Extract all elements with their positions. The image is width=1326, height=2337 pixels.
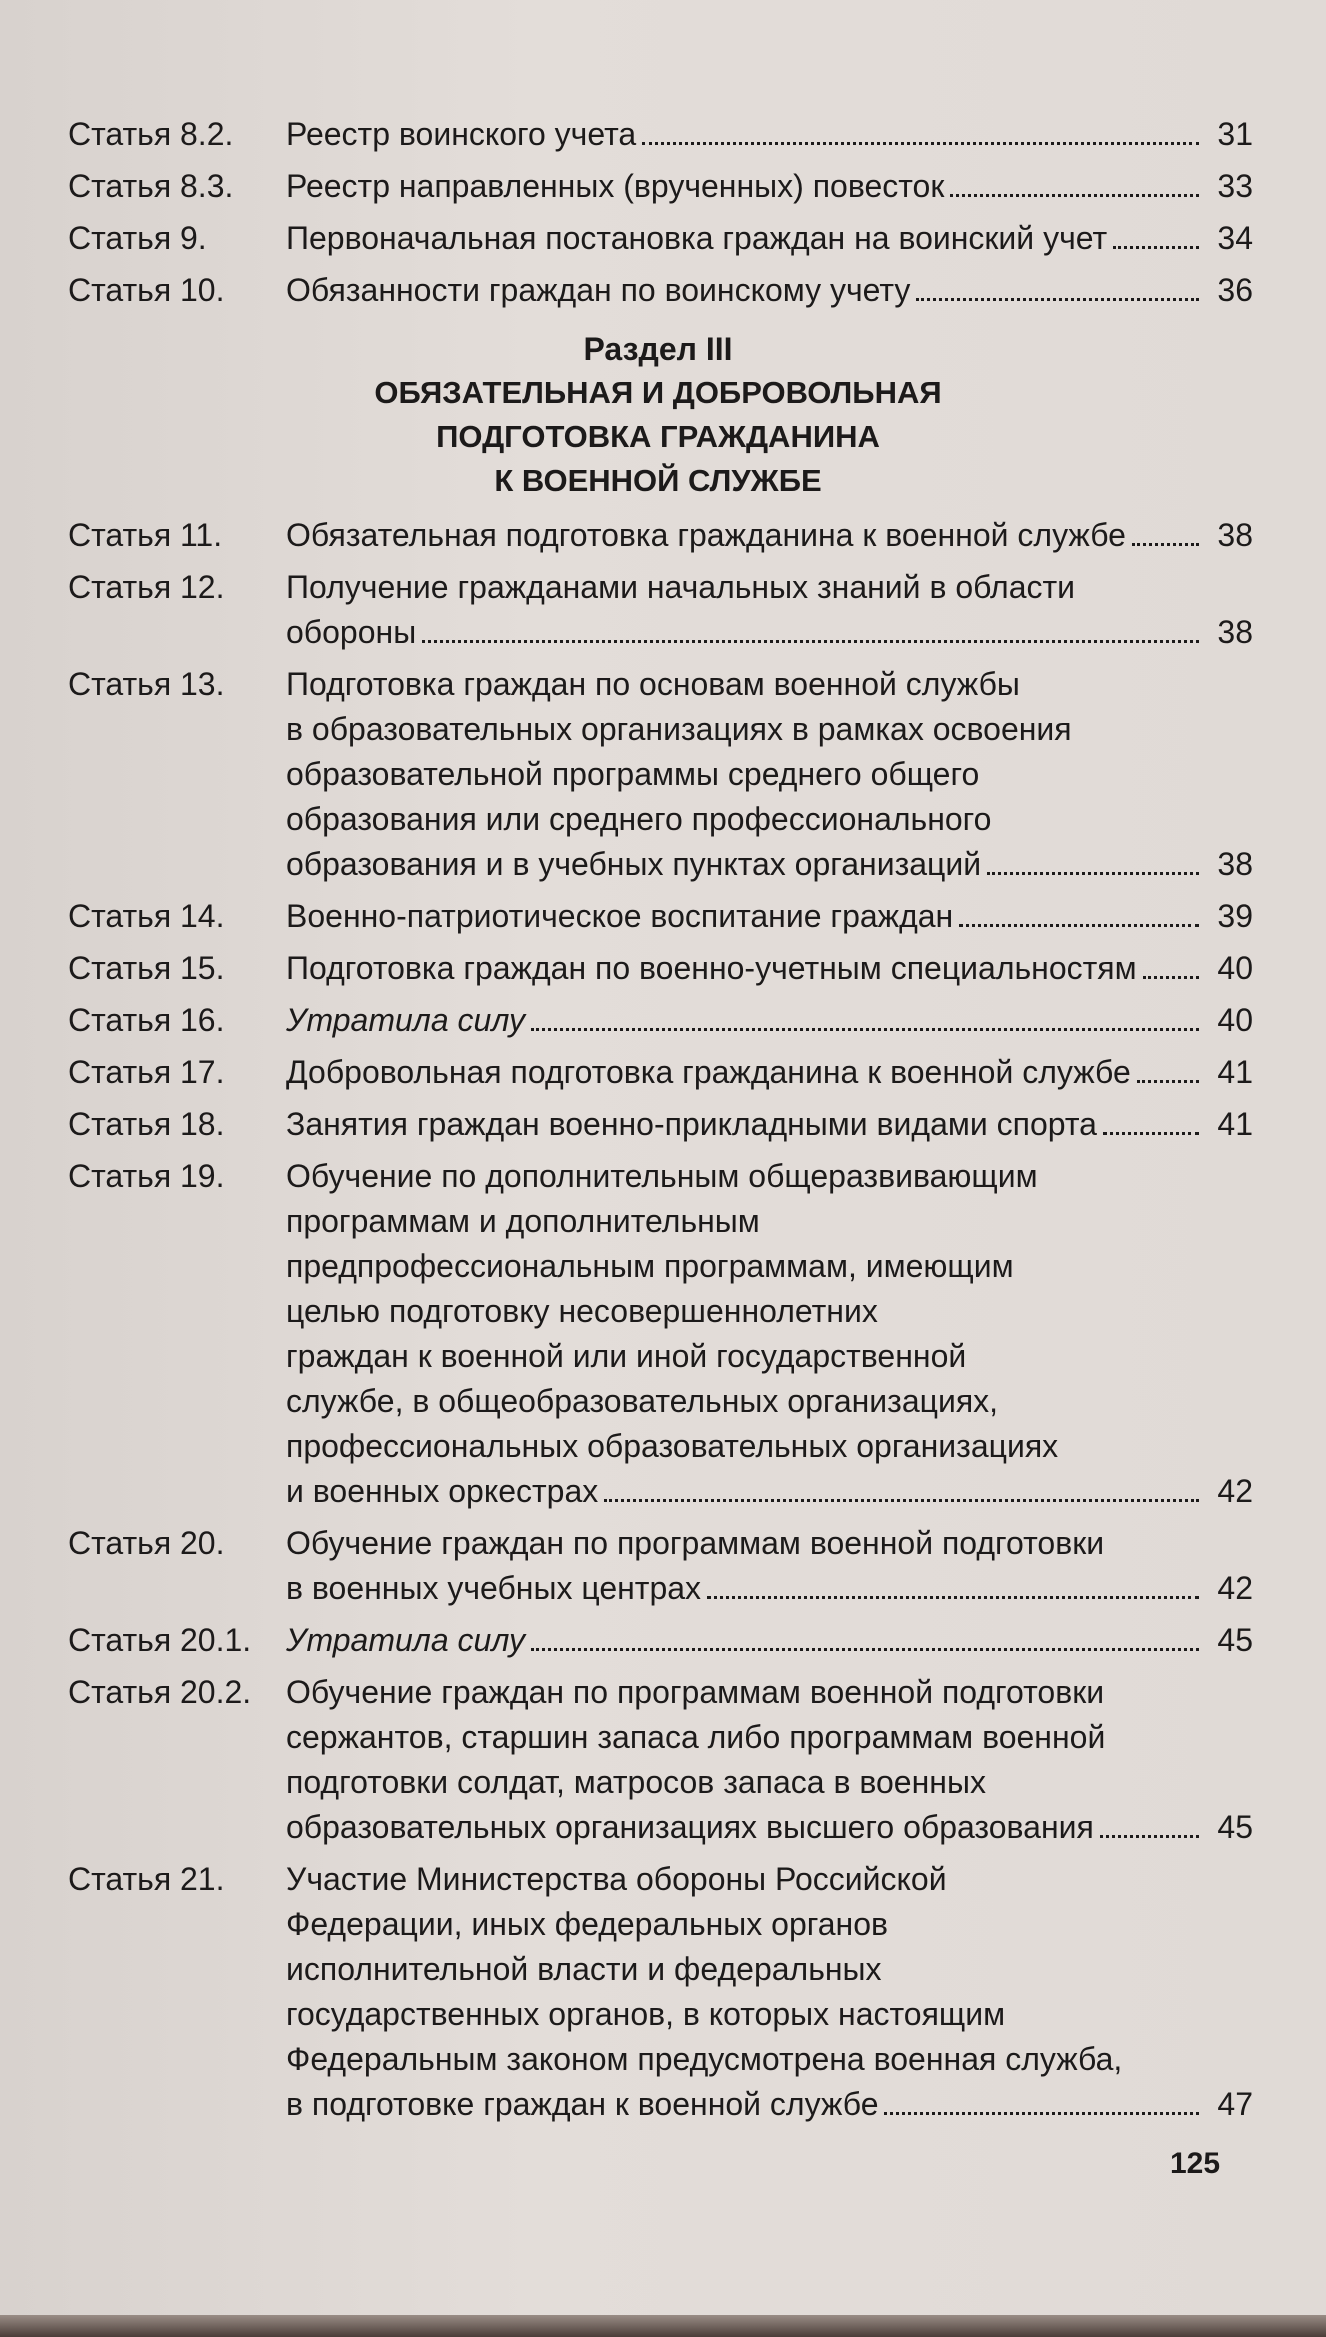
- section-header: [298, 327, 1018, 503]
- entry-page-number: 38: [1217, 846, 1253, 882]
- toc-entry[interactable]: [68, 164, 1253, 209]
- entry-title: [286, 662, 1253, 887]
- entry-title-text: службе, в общеобразовательных организациях,: [286, 1383, 999, 1419]
- entry-title-text: образовательных организациях высшего образования: [286, 1809, 1094, 1845]
- entry-title-line: [286, 1715, 1253, 1760]
- dot-leader: [987, 872, 1199, 875]
- entry-title-text: Подготовка граждан по военно-учетным специальностям: [286, 950, 1137, 986]
- dot-leader: [1143, 976, 1199, 979]
- entry-title-line: [286, 112, 1253, 157]
- entry-title-line: [286, 513, 1253, 558]
- entry-title-line: [286, 1618, 1253, 1663]
- dot-leader: [422, 640, 1199, 643]
- entry-page-number: 38: [1217, 614, 1253, 650]
- entry-page-number: 33: [1217, 168, 1253, 204]
- toc-entry[interactable]: [68, 998, 1253, 1043]
- entry-title-text: Подготовка граждан по основам военной службы: [286, 666, 1020, 702]
- entry-page-number: 39: [1217, 898, 1253, 934]
- entry-label: Статья: [68, 1861, 172, 1897]
- page-edge: [0, 2315, 1326, 2337]
- entry-number: 13.: [180, 666, 225, 702]
- toc-entry[interactable]: [68, 662, 1253, 887]
- toc-entries: [68, 513, 1253, 2127]
- dot-leader: [604, 1499, 1199, 1502]
- dot-leader: [1100, 1835, 1199, 1838]
- entry-page-number: 40: [1217, 1002, 1253, 1038]
- entry-title-line: [286, 1469, 1253, 1514]
- page-number: 125: [1170, 2147, 1221, 2180]
- entry-title-text: Федеральным законом предусмотрена военная служба,: [286, 2041, 1123, 2077]
- entry-title-line: [286, 707, 1253, 752]
- entry-title-line: [286, 1424, 1253, 1469]
- entry-number: 16.: [180, 1002, 225, 1038]
- entry-title-line: [286, 1947, 1253, 1992]
- entry-title-text: Обучение граждан по программам военной подготовки: [286, 1674, 1105, 1710]
- dot-leader: [531, 1028, 1199, 1031]
- entry-number: 9.: [180, 220, 207, 256]
- entry-title: [286, 164, 1253, 209]
- entry-label: Статья: [68, 272, 172, 308]
- toc-entry[interactable]: [68, 268, 1253, 313]
- section-number: Раздел III: [583, 331, 733, 367]
- dot-leader: [1113, 246, 1199, 249]
- entry-title-line: [286, 1902, 1253, 1947]
- toc-entry[interactable]: [68, 1102, 1253, 1147]
- entry-page-number: 31: [1217, 116, 1253, 152]
- entry-number: 15.: [180, 950, 225, 986]
- entry-title-line: [286, 662, 1253, 707]
- dot-leader: [1132, 543, 1199, 546]
- entry-title: [286, 1857, 1253, 2127]
- entry-title-text: Первоначальная постановка граждан на воинский учет: [286, 220, 1108, 256]
- entry-title-text: Занятия граждан военно-прикладными видами спорта: [286, 1106, 1097, 1142]
- entry-number: 11.: [180, 517, 223, 553]
- entry-title-text: Участие Министерства обороны Российской: [286, 1861, 947, 1897]
- entry-page-number: 34: [1217, 220, 1253, 256]
- entry-number: 21.: [180, 1861, 225, 1897]
- entry-title-text: Федерации, иных федеральных органов: [286, 1906, 888, 1942]
- entry-label: Статья: [68, 220, 172, 256]
- entry-number: 10.: [180, 272, 225, 308]
- entry-title-text: Добровольная подготовка гражданина к военной службе: [286, 1054, 1131, 1090]
- entry-title-line: [286, 565, 1253, 610]
- dot-leader: [531, 1648, 1199, 1651]
- entry-title-text: Получение гражданами начальных знаний в области: [286, 569, 1076, 605]
- entry-label: Статья: [68, 1674, 172, 1710]
- dot-leader: [1137, 1080, 1199, 1083]
- entry-title-text: образования и в учебных пунктах организаций: [286, 846, 982, 882]
- entry-title: [286, 1670, 1253, 1850]
- entry-title: [286, 1521, 1253, 1611]
- toc-entry[interactable]: [68, 1521, 1253, 1611]
- entry-label: Статья: [68, 1525, 172, 1561]
- entry-title-line: [286, 1760, 1253, 1805]
- entry-title-line: [286, 1102, 1253, 1147]
- entry-title: [286, 1618, 1253, 1663]
- entry-title-text: государственных органов, в которых настоящим: [286, 1996, 1006, 2032]
- toc-entry[interactable]: [68, 1670, 1253, 1850]
- entry-title-line: [286, 797, 1253, 842]
- entry-title-text: граждан к военной или иной государственной: [286, 1338, 967, 1374]
- entry-title-text: образования или среднего профессионального: [286, 801, 992, 837]
- entry-title-line: [286, 1289, 1253, 1334]
- toc-entry[interactable]: [68, 1050, 1253, 1095]
- entry-number: 12.: [180, 569, 225, 605]
- entry-title-text: в образовательных организациях в рамках освоения: [286, 711, 1072, 747]
- entry-title: [286, 565, 1253, 655]
- entry-title-text: и военных оркестрах: [286, 1473, 599, 1509]
- entry-title-text: Реестр направленных (врученных) повесток: [286, 168, 945, 204]
- entry-title-line: [286, 1566, 1253, 1611]
- entry-title: [286, 998, 1253, 1043]
- entry-title-text: в подготовке граждан к военной службе: [286, 2086, 879, 2122]
- entry-label: Статья: [68, 950, 172, 986]
- entry-title-text: исполнительной власти и федеральных: [286, 1951, 882, 1987]
- entry-title-line: [286, 1521, 1253, 1566]
- entry-title-line: [286, 268, 1253, 313]
- entry-title: [286, 268, 1253, 313]
- entry-title-text: Утратила силу: [286, 1002, 526, 1038]
- entry-page-number: 47: [1217, 2086, 1253, 2122]
- toc-entry[interactable]: [68, 565, 1253, 655]
- dot-leader: [884, 2112, 1199, 2115]
- entry-title-text: Военно-патриотическое воспитание граждан: [286, 898, 954, 934]
- entry-title-text: целью подготовку несовершеннолетних: [286, 1293, 878, 1329]
- entry-title-line: [286, 1670, 1253, 1715]
- entry-title: [286, 216, 1253, 261]
- entry-title-line: [286, 1199, 1253, 1244]
- entry-title: [286, 894, 1253, 939]
- entry-label: Статья: [68, 569, 172, 605]
- entry-title-line: [286, 752, 1253, 797]
- entry-label: Статья: [68, 1158, 172, 1194]
- entry-title-text: в военных учебных центрах: [286, 1570, 702, 1606]
- entry-title-line: [286, 1154, 1253, 1199]
- entry-number: 20.2.: [180, 1674, 252, 1710]
- entry-label: Статья: [68, 1106, 172, 1142]
- entry-title-line: [286, 998, 1253, 1043]
- entry-page-number: 40: [1217, 950, 1253, 986]
- entry-page-number: 36: [1217, 272, 1253, 308]
- entry-title-text: программам и дополнительным: [286, 1203, 760, 1239]
- entry-title-line: [286, 610, 1253, 655]
- entry-label: Статья: [68, 1622, 172, 1658]
- entry-page-number: 42: [1217, 1570, 1253, 1606]
- section-title-line-1: ОБЯЗАТЕЛЬНАЯ И ДОБРОВОЛЬНАЯ ПОДГОТОВКА ГРАЖДАНИНА: [374, 375, 942, 454]
- toc-entry[interactable]: [68, 1154, 1253, 1514]
- entry-page-number: 41: [1217, 1054, 1253, 1090]
- entry-title-line: [286, 164, 1253, 209]
- toc-entry[interactable]: [68, 1618, 1253, 1663]
- entry-page-number: 45: [1217, 1622, 1253, 1658]
- entry-title-text: предпрофессиональным программам, имеющим: [286, 1248, 1014, 1284]
- entry-number: 19.: [180, 1158, 225, 1194]
- entry-title-line: [286, 2037, 1253, 2082]
- entry-title-text: Реестр воинского учета: [286, 116, 637, 152]
- entry-title: [286, 1102, 1253, 1147]
- entry-title-text: Обязательная подготовка гражданина к военной службе: [286, 517, 1126, 553]
- entry-number: 14.: [180, 898, 225, 934]
- dot-leader: [959, 924, 1199, 927]
- toc-entry[interactable]: [68, 946, 1253, 991]
- entry-title-line: [286, 1857, 1253, 1902]
- toc-entry[interactable]: [68, 1857, 1253, 2127]
- dot-leader: [707, 1596, 1199, 1599]
- entry-page-number: 42: [1217, 1473, 1253, 1509]
- entry-number: 18.: [180, 1106, 225, 1142]
- dot-leader: [916, 298, 1199, 301]
- entry-title: [286, 513, 1253, 558]
- entry-label: Статья: [68, 1054, 172, 1090]
- entry-label: Статья: [68, 517, 172, 553]
- toc-entry[interactable]: [68, 112, 1253, 157]
- entry-title-line: [286, 1244, 1253, 1289]
- dot-leader: [950, 194, 1199, 197]
- entry-title-line: [286, 1992, 1253, 2037]
- toc-entry[interactable]: [68, 513, 1253, 558]
- entry-title-line: [286, 1050, 1253, 1095]
- entry-title-text: подготовки солдат, матросов запаса в военных: [286, 1764, 986, 1800]
- entry-number: 20.: [180, 1525, 225, 1561]
- entry-label: Статья: [68, 898, 172, 934]
- entry-title-line: [286, 946, 1253, 991]
- entry-title-text: Утратила силу: [286, 1622, 526, 1658]
- entry-title-line: [286, 1805, 1253, 1850]
- entry-number: 8.3.: [180, 168, 234, 204]
- entry-number: 17.: [180, 1054, 225, 1090]
- entry-title: [286, 1050, 1253, 1095]
- toc-entries-top: [68, 112, 1253, 313]
- entry-number: 20.1.: [180, 1622, 252, 1658]
- entry-page-number: 41: [1217, 1106, 1253, 1142]
- entry-title: [286, 946, 1253, 991]
- toc-entry[interactable]: [68, 894, 1253, 939]
- entry-title-text: Обязанности граждан по воинскому учету: [286, 272, 911, 308]
- entry-page-number: 45: [1217, 1809, 1253, 1845]
- entry-title-text: образовательной программы среднего общего: [286, 756, 980, 792]
- entry-title-text: Обучение граждан по программам военной подготовки: [286, 1525, 1105, 1561]
- entry-title-text: сержантов, старшин запаса либо программам военной: [286, 1719, 1106, 1755]
- toc-entry[interactable]: [68, 216, 1253, 261]
- entry-label: Статья: [68, 666, 172, 702]
- entry-title: [286, 1154, 1253, 1514]
- entry-number: 8.2.: [180, 116, 234, 152]
- entry-title-text: обороны: [286, 614, 417, 650]
- entry-label: Статья: [68, 168, 172, 204]
- section-title-line-2: К ВОЕННОЙ СЛУЖБЕ: [494, 463, 822, 498]
- entry-label: Статья: [68, 1002, 172, 1038]
- dot-leader: [1103, 1132, 1199, 1135]
- entry-title-line: [286, 1334, 1253, 1379]
- entry-title-line: [286, 1379, 1253, 1424]
- entry-title-line: [286, 842, 1253, 887]
- table-of-contents: [68, 112, 1253, 2134]
- entry-title-text: профессиональных образовательных организациях: [286, 1428, 1059, 1464]
- entry-title-text: Обучение по дополнительным общеразвивающим: [286, 1158, 1038, 1194]
- entry-title-line: [286, 2082, 1253, 2127]
- dot-leader: [642, 142, 1199, 145]
- entry-title: [286, 112, 1253, 157]
- entry-label: Статья: [68, 116, 172, 152]
- entry-title-line: [286, 216, 1253, 261]
- entry-title-line: [286, 894, 1253, 939]
- entry-page-number: 38: [1217, 517, 1253, 553]
